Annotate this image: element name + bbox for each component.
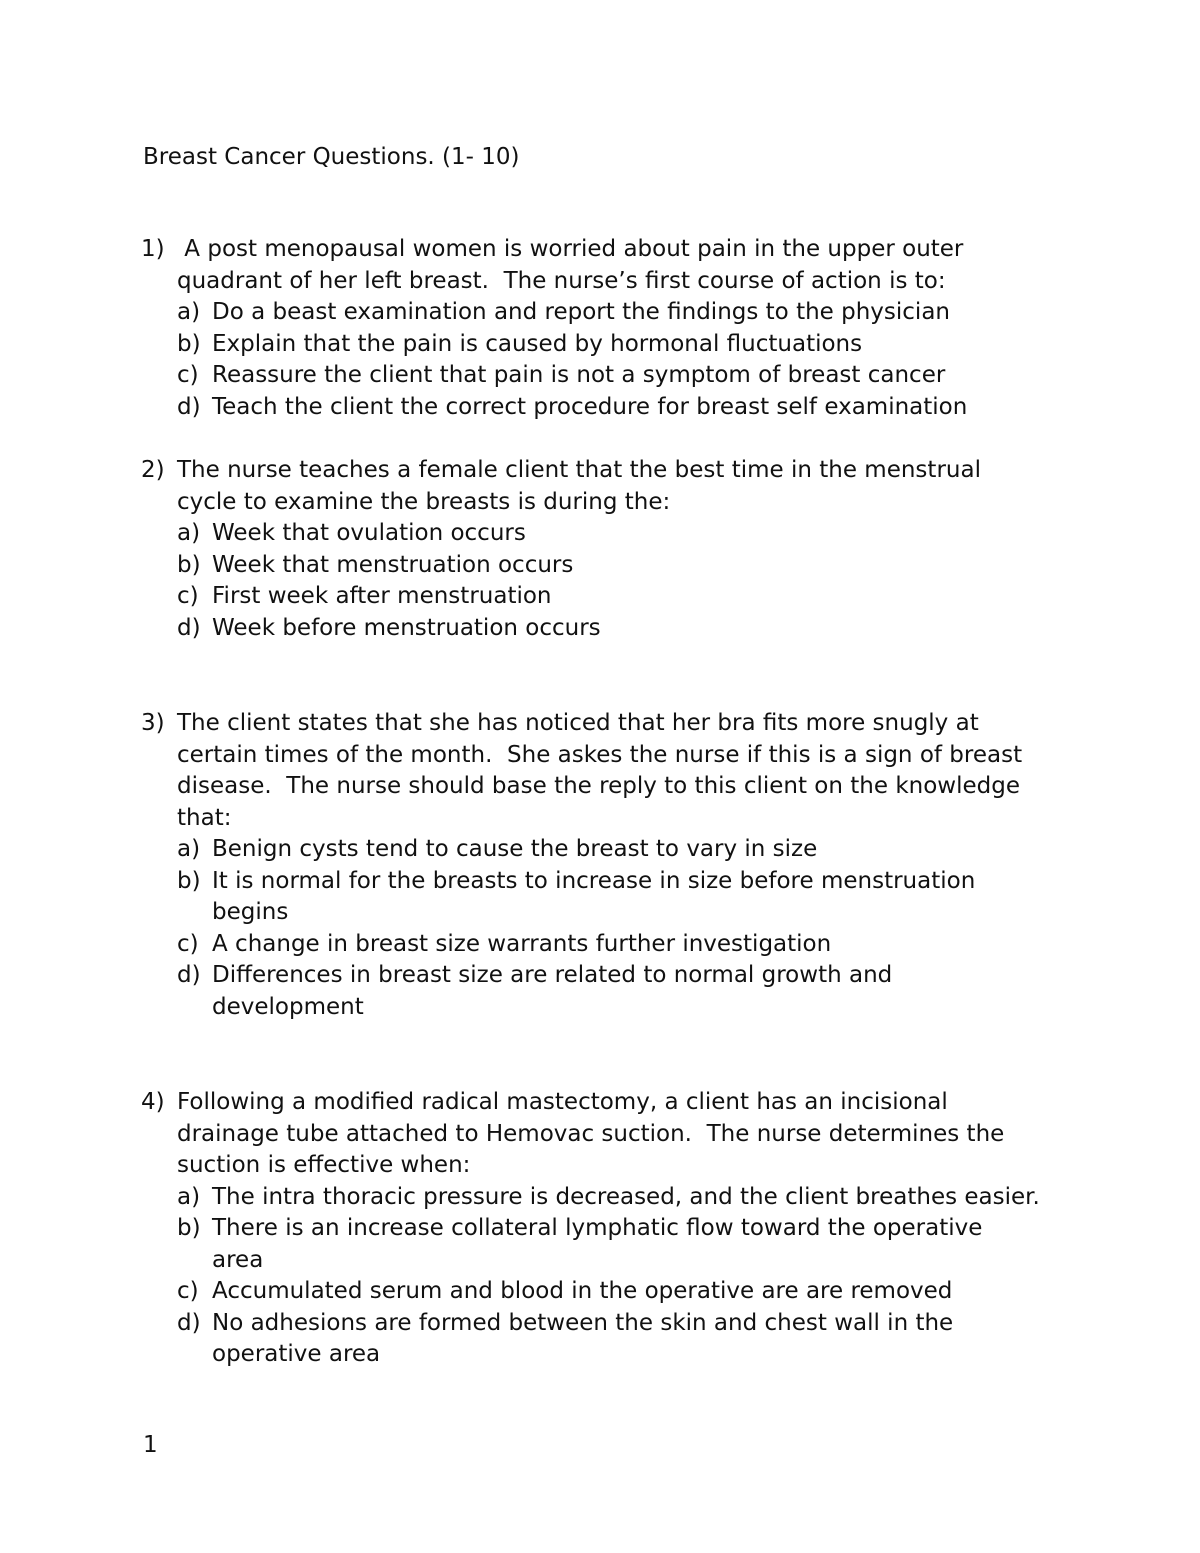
question-4 bbox=[141, 1087, 1101, 1371]
option-text: development bbox=[212, 993, 364, 1020]
question-stem-line: certain times of the month. She askes the nurse if this is a sign of breast bbox=[177, 741, 1023, 768]
answer-option-b bbox=[141, 866, 1101, 898]
question-number: 4) bbox=[141, 1089, 165, 1115]
option-text: No adhesions are formed between the skin and chest wall in the bbox=[212, 1309, 954, 1336]
option-text: A change in breast size warrants further investigation bbox=[212, 930, 832, 957]
option-text: Week that ovulation occurs bbox=[212, 520, 526, 546]
option-letter: d) bbox=[177, 1309, 201, 1336]
option-letter: b) bbox=[177, 551, 201, 578]
option-letter: a) bbox=[177, 1183, 201, 1210]
option-text: The intra thoracic pressure is decreased, and the client breathes easier. bbox=[212, 1183, 1040, 1210]
option-text: It is normal for the breasts to increase in size before menstruation bbox=[212, 867, 976, 894]
question-3 bbox=[141, 708, 1101, 1023]
question-1 bbox=[141, 234, 1101, 423]
option-text: Reassure the client that pain is not a symptom of breast cancer bbox=[212, 362, 946, 388]
answer-option-d bbox=[141, 613, 1101, 645]
question-stem-line: 3) The client states that she has noticed that her bra fits more snugly at bbox=[141, 708, 1101, 740]
option-letter: c) bbox=[177, 1278, 199, 1304]
answer-option-b bbox=[141, 329, 1101, 361]
option-letter: a) bbox=[177, 520, 201, 546]
answer-option-d-continued bbox=[141, 1339, 1101, 1371]
answer-option-a bbox=[141, 518, 1101, 550]
answer-option-b bbox=[141, 550, 1101, 582]
answer-option-b bbox=[141, 1213, 1101, 1245]
option-text: operative area bbox=[212, 1341, 381, 1367]
answer-option-a bbox=[141, 1182, 1101, 1214]
option-letter: a) bbox=[177, 836, 201, 862]
document-title: Breast Cancer Questions. (1- 10) bbox=[143, 144, 520, 170]
option-text: Explain that the pain is caused by hormonal fluctuations bbox=[212, 330, 863, 357]
option-text: Do a beast examination and report the findings to the physician bbox=[212, 299, 950, 325]
question-stem-line: disease. The nurse should base the reply to this client on the knowledge bbox=[177, 773, 1020, 799]
question-stem-line: suction is effective when: bbox=[177, 1152, 471, 1178]
answer-option-a bbox=[141, 834, 1101, 866]
question-stem-line: 4) Following a modified radical mastectomy, a client has an incisional bbox=[141, 1087, 1101, 1119]
answer-option-c bbox=[141, 581, 1101, 613]
option-text: begins bbox=[212, 899, 289, 925]
question-number: 2) bbox=[141, 457, 165, 483]
question-stem-line: cycle to examine the breasts is during the: bbox=[177, 488, 671, 515]
option-letter: a) bbox=[177, 299, 201, 325]
option-letter: d) bbox=[177, 614, 201, 641]
question-number: 3) bbox=[141, 710, 165, 736]
answer-option-b-continued bbox=[141, 897, 1101, 929]
answer-option-d bbox=[141, 1308, 1101, 1340]
question-number: 1) bbox=[141, 236, 165, 262]
answer-option-c bbox=[141, 1276, 1101, 1308]
option-text: Differences in breast size are related to normal growth and bbox=[212, 962, 893, 988]
question-stem-line: 2) The nurse teaches a female client that the best time in the menstrual bbox=[141, 455, 1101, 487]
option-text: Benign cysts tend to cause the breast to vary in size bbox=[212, 836, 818, 862]
answer-option-d-continued bbox=[141, 992, 1101, 1024]
option-text: Teach the client the correct procedure for breast self examination bbox=[212, 393, 968, 420]
question-stem-line: 1) A post menopausal women is worried about pain in the upper outer bbox=[141, 234, 1101, 266]
option-letter: c) bbox=[177, 362, 199, 388]
answer-option-d bbox=[141, 392, 1101, 424]
option-text: Accumulated serum and blood in the operative are are removed bbox=[212, 1278, 953, 1304]
option-letter: c) bbox=[177, 930, 199, 957]
option-letter: b) bbox=[177, 330, 201, 357]
question-2 bbox=[141, 455, 1101, 644]
answer-option-a bbox=[141, 297, 1101, 329]
question-stem-line: that: bbox=[177, 804, 232, 831]
option-text: There is an increase collateral lymphatic flow toward the operative bbox=[212, 1215, 983, 1241]
question-stem-line: quadrant of her left breast. The nurse’s first course of action is to: bbox=[177, 267, 946, 294]
answer-option-c bbox=[141, 929, 1101, 961]
option-text: area bbox=[212, 1246, 264, 1273]
option-text: First week after menstruation bbox=[212, 583, 552, 609]
option-letter: b) bbox=[177, 1215, 201, 1241]
page-number: 1 bbox=[143, 1432, 158, 1458]
answer-option-d bbox=[141, 960, 1101, 992]
question-stem-line: drainage tube attached to Hemovac suction. The nurse determines the bbox=[177, 1120, 1005, 1147]
answer-option-b-continued bbox=[141, 1245, 1101, 1277]
option-letter: d) bbox=[177, 962, 201, 988]
option-text: Week before menstruation occurs bbox=[212, 614, 601, 641]
option-letter: d) bbox=[177, 393, 201, 420]
option-letter: b) bbox=[177, 867, 201, 894]
option-text: Week that menstruation occurs bbox=[212, 551, 574, 578]
option-letter: c) bbox=[177, 583, 199, 609]
answer-option-c bbox=[141, 360, 1101, 392]
